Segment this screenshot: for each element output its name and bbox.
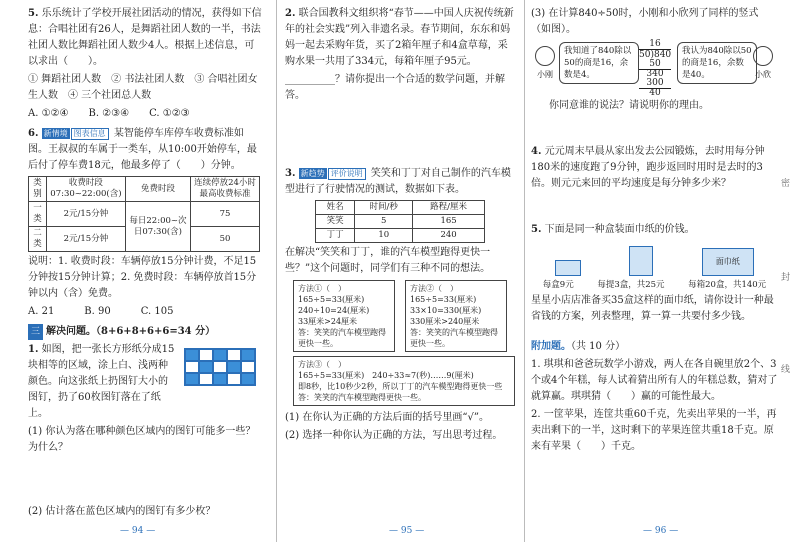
page-96	[524, 0, 786, 542]
sub-question-1: (1) 在你认为正确的方法后面的括号里画“√”。	[285, 412, 489, 423]
method-3-box	[293, 356, 515, 406]
page-95	[276, 0, 522, 542]
method-line: 方法③（ ）	[298, 360, 346, 369]
method-line: 165÷5=33(厘米)	[298, 295, 365, 304]
method-line: 方法①（ ）	[298, 284, 346, 293]
section-number: 三	[28, 324, 43, 340]
method-line: 240÷10=24(厘米)	[298, 306, 370, 315]
table-header: 时间/秒	[355, 201, 413, 215]
method-line: 165÷5=33(厘米)	[410, 295, 477, 304]
question-5	[531, 222, 778, 238]
table-header: 免费时段	[125, 177, 190, 202]
table-row	[316, 229, 485, 243]
question-number: 4.	[531, 146, 542, 157]
boy-name: 小刚	[537, 70, 553, 79]
boy-speech-bubble: 我知道了840除以50的商是16，余数是4。	[559, 42, 639, 84]
table-row	[316, 215, 485, 229]
page-number: — 94 —	[120, 526, 156, 536]
page-number-value: 95	[400, 526, 413, 536]
method-line: 答：笑笑的汽车模型跑得更快一些。	[298, 393, 426, 402]
method-line: 165÷5=33(厘米) 240÷33≈7(秒)……9(厘米)	[298, 371, 474, 380]
question-text: 联合国教科文组织将“春节——中国人庆祝传统新年的社会实践”列入非遗名录。春节期间，东东和妈妈一起去采购年货，买了2箱年厘子和4盒草莓，采购水果一共用了334元，每箱年厘子95元。	[285, 8, 514, 67]
question-5-options-1: ① 舞蹈社团人数 ② 书法社团人数 ③ 合唱社团女生人数 ④ 三个社团总人数	[28, 74, 258, 101]
question-number: 6.	[28, 128, 39, 139]
seal-line-char: 封	[780, 273, 790, 283]
question-3-prompt: 你同意谁的说法？请说明你的理由。	[549, 100, 709, 111]
page-94	[0, 0, 268, 542]
question-2	[285, 6, 516, 70]
question-5	[28, 6, 262, 70]
question-number: 5.	[531, 224, 542, 235]
table-cell: 10	[355, 229, 413, 243]
table-cell: 5	[355, 215, 413, 229]
question-5-options-2: A. ①②④ B. ②③④ C. ①②③	[28, 108, 190, 119]
section-header	[28, 324, 262, 340]
girl-figure	[753, 46, 773, 80]
seal-line-char: 密	[780, 179, 790, 189]
three-pack-icon	[629, 246, 653, 276]
bonus-question-2: 2. 一筐苹果，连筐共重60千克，先卖出苹果的一半，再卖出剩下的一半，这时剩下的苹果连筐共重18千克。原来有苹果（ ）千克。	[531, 409, 777, 452]
question-text: 下面是同一种盒装面巾纸的价钱。	[544, 224, 695, 235]
question-number: 5.	[28, 8, 39, 19]
question-3	[285, 166, 516, 198]
long-division: 16 50)840 50 340 300 40	[639, 39, 672, 98]
table-header: 路程/厘米	[413, 201, 485, 215]
question-3-part-3: (3) 在计算840÷50时，小刚和小欣列了同样的竖式（如图）。	[531, 8, 759, 35]
sub-question-2: (2) 选择一种你认为正确的方法，写出思考过程。	[285, 430, 503, 441]
tag-new-context: 新情境	[43, 129, 68, 138]
page-number: — 96 —	[643, 526, 679, 536]
page-number-value: 96	[654, 526, 667, 536]
tag-chart-info: 图表信息	[71, 128, 109, 140]
parking-fee-table	[28, 176, 260, 252]
method-line: 330厘米>240厘米	[410, 317, 480, 326]
fee-note: 说明：1. 收费时段：车辆停放15分钟计费，不足15分钟按15分钟计算；2. 免费时段：车辆停放首15分钟以内（含）免费。	[28, 256, 257, 299]
section-title: 解决问题。（8+6+8+6+6=34 分）	[46, 326, 216, 337]
method-line: 方法②（ ）	[410, 284, 458, 293]
single-box-icon	[555, 260, 581, 276]
table-row	[29, 202, 260, 227]
table-cell: 75	[191, 202, 260, 227]
method-line: 33厘米>24厘米	[298, 317, 358, 326]
table-cell: 丁丁	[316, 229, 355, 243]
girl-speech-bubble: 我认为840除以50的商是16，余数是40。	[677, 42, 757, 84]
table-cell: 2元/15分钟	[46, 202, 125, 227]
table-cell: 笑笑	[316, 215, 355, 229]
table-cell: 50	[191, 227, 260, 252]
question-number: 2.	[285, 8, 296, 19]
question-4	[531, 144, 778, 192]
tag-new-trend: 新趋势	[300, 169, 325, 178]
solve-question-1	[28, 342, 262, 422]
question-number: 3.	[285, 168, 296, 179]
page-number-value: 94	[131, 526, 144, 536]
table-header: 收费时段 07:30~22:00(含)	[46, 177, 125, 202]
bonus-header	[531, 339, 778, 355]
price-labels	[531, 278, 778, 290]
question-6	[28, 126, 262, 174]
bonus-score: （共 10 分）	[571, 341, 626, 352]
girl-face-icon	[753, 46, 773, 66]
table-header: 姓名	[316, 201, 355, 215]
table-header: 连续停放24小时最高收费标准	[191, 177, 260, 202]
sub-question-2: (2) 估计落在蓝色区域内的图钉有多少枚？	[28, 506, 216, 517]
table-cell: 240	[413, 229, 485, 243]
method-line: 即8秒，比10秒少2秒，所以丁丁的汽车模型跑得更快一些	[298, 382, 503, 391]
price-label: 每箱20盒，共140元	[688, 280, 767, 290]
price-label: 每提3盒，共25元	[597, 280, 665, 290]
question-text: 笑笑和丁丁对自己制作的汽车模型进行了行驶情况的测试，数据如下表。	[285, 168, 511, 195]
sub-question-1: (1) 你认为落在哪种颜色区域内的图钉可能多一些？为什么？	[28, 426, 256, 453]
tag-evaluation: 评价说明	[328, 168, 366, 180]
question-5-text2: 星星小店店准备买35盒这样的面巾纸，请你设计一种最省钱的方案，列表整理，算一算一共要付多少钱。	[531, 295, 774, 322]
colored-grid	[184, 348, 256, 386]
carton-icon: 面巾纸	[702, 248, 754, 276]
seal-line-char: 线	[780, 365, 790, 375]
question-text: 乐乐统计了学校开展社团活动的情况，获得如下信息：合唱社团有26人，是舞蹈社团人数的一半，书法社团人数比舞蹈社团人数少4人。根据上述信息，可以求出（ ）。	[28, 8, 262, 67]
girl-name: 小欣	[755, 70, 771, 79]
table-cell: 2元/15分钟	[46, 227, 125, 252]
boy-figure	[535, 46, 555, 80]
boy-face-icon	[535, 46, 555, 66]
tissue-box-images	[531, 242, 778, 276]
method-1-box	[293, 280, 395, 352]
table-header: 类别	[29, 177, 47, 202]
page-number: — 95 —	[389, 526, 425, 536]
dialogue-figure	[531, 40, 778, 96]
car-model-table	[315, 200, 485, 243]
price-label: 每盒9元	[542, 280, 574, 290]
bonus-title: 附加题。	[531, 341, 571, 352]
question-text: 如图，把一张长方形纸分成15块相等的区域，涂上白、浅两种颜色。向这张纸上扔图钉大小的图钉，扔了60枚图钉落在了纸上。	[28, 344, 175, 419]
question-6-options: A. 21 B. 90 C. 105	[28, 306, 174, 317]
question-3-text2: 在解决“笑笑和丁丁，谁的汽车模型跑得更快一些？”这个问题时，同学们有三种不同的想法。	[285, 247, 491, 274]
methods-row	[293, 280, 516, 352]
question-2-prompt: __________？请你提出一个合适的数学问题，并解答。	[285, 74, 505, 101]
method-2-box	[405, 280, 507, 352]
question-text: 某智能停车库停车收费标准如图。王叔叔的车属于一类车，从10:00开始停车，最后付了停车费18元，他最多停了（ ）分钟。	[28, 128, 257, 171]
question-number: 1.	[28, 344, 39, 355]
method-line: 答：笑笑的汽车模型跑得更快一些。	[410, 328, 498, 348]
table-cell: 每日22:00~次日07:30(含)	[125, 202, 190, 252]
table-cell: 165	[413, 215, 485, 229]
table-cell: 二类	[29, 227, 47, 252]
question-text: 元元周末早晨从家出发去公园锻炼，去时用每分钟180米的速度跑了9分钟，跑步返回时用时是去时的3倍。则元元来回的平均速度是每分钟多少米？	[531, 146, 765, 189]
method-line: 答：笑笑的汽车模型跑得更快一些。	[298, 328, 386, 348]
bonus-question-1: 1. 琪琪和爸爸玩数学小游戏，两人在各自碗里放2个、3个或4个年糕，每人试着猜出所有人的年糕总数，猜对了就算赢。琪琪猜（ ）赢的可能性最大。	[531, 359, 778, 402]
division-quotient: 16	[649, 39, 661, 49]
method-line: 33×10=330(厘米)	[410, 306, 482, 315]
table-cell: 一类	[29, 202, 47, 227]
